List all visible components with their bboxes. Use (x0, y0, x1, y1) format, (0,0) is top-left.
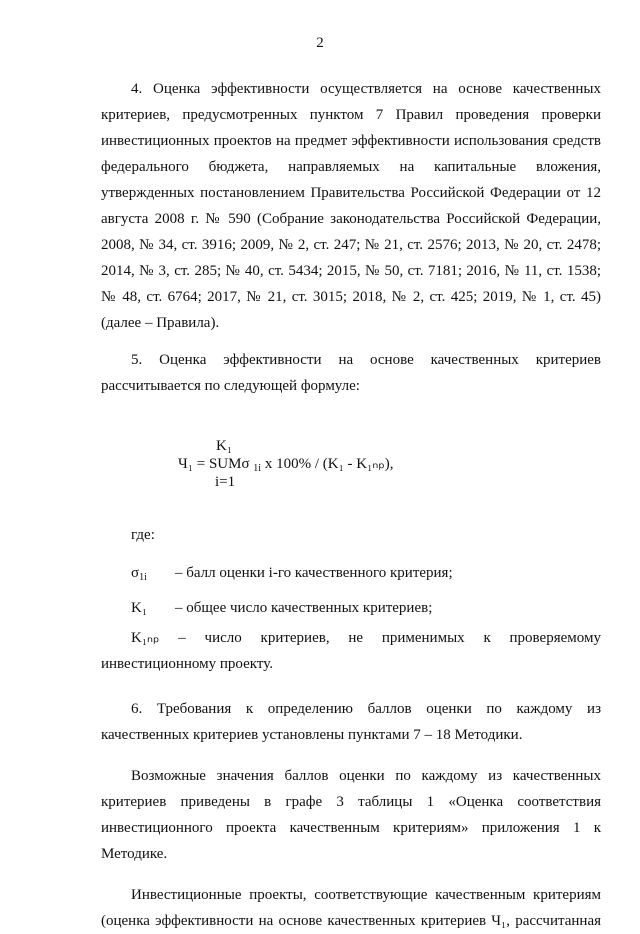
page-number: 2 (316, 35, 324, 51)
formula-lower-limit: i=1 (215, 474, 236, 490)
formula-lhs-subscript: 1i (253, 463, 262, 474)
sigma-symbol: $\sigma_{1i}$ (131, 565, 147, 583)
formula-upper-limit: K₁ (216, 438, 233, 454)
paragraph-6: 6. Требования к определению баллов оценки по каждому из качественных критериев установлены пунктами 7 – 18 Методики. (101, 701, 601, 743)
paragraph-4: 4. Оценка эффективности осуществляется на основе качественных критериев, предусмотренных пунктом 7 Правил проведения проверки инвестиционных проектов на предмет эффективности использования средств федерального бюджета, направляемых на капитальные вложения, утвержденных постановлением Правительства Российской Федерации от 12 августа 2008 г. № 590 (Собрание законодательства Российской Федерации, 2008, № 34, ст. 3916; 2009, № 2, ст. 247; № 21, ст. 2576; 2013, № 20, ст. 2478; 2014, № 3, ст. 285; № 40, ст. 5434; 2015, № 50, ст. 7181; 2016, № 11, ст. 1538; № 48, ст. 6764; 2017, № 21, ст. 3015; 2018, № 2, ст. 425; 2019, № 1, ст. 45) (далее – Правила). (101, 81, 601, 331)
definition-sigma (131, 560, 601, 591)
where-label: где: (131, 527, 155, 543)
definition-k1 (131, 595, 601, 621)
formula-rhs: x 100% / (K₁ - K₁ₙₚ), (261, 456, 394, 472)
k1np-first-line: K₁ₙₚ – число критериев, не применимых к проверяемому (131, 625, 601, 651)
paragraph-8: Инвестиционные проекты, соответствующие качественным критериям (оценка эффективности на основе качественных критериев Ч₁, рассчитанная (101, 887, 601, 929)
formula-expression (178, 455, 394, 478)
definition-k1np (101, 625, 601, 677)
k1np-continuation: инвестиционному проекту. (101, 656, 273, 672)
k1-description: – общее число качественных критериев; (175, 600, 433, 616)
paragraph-7: Возможные значения баллов оценки по каждому из качественных критериев приведены в графе 3 таблицы 1 «Оценка соответствия инвестиционного проекта качественным критериям» приложения 1 к Методике. (101, 768, 601, 862)
document-body (101, 76, 601, 934)
paragraph-5: 5. Оценка эффективности на основе качественных критериев рассчитывается по следующей формуле: (101, 352, 601, 394)
sigma-description: – балл оценки i-го качественного критерия; (175, 565, 453, 581)
efficiency-formula (101, 437, 601, 509)
k1-symbol: K₁ (131, 600, 148, 616)
formula-lhs: Ч₁ = SUMσ (178, 456, 254, 472)
k1np-symbol: K₁ₙₚ (131, 630, 160, 646)
